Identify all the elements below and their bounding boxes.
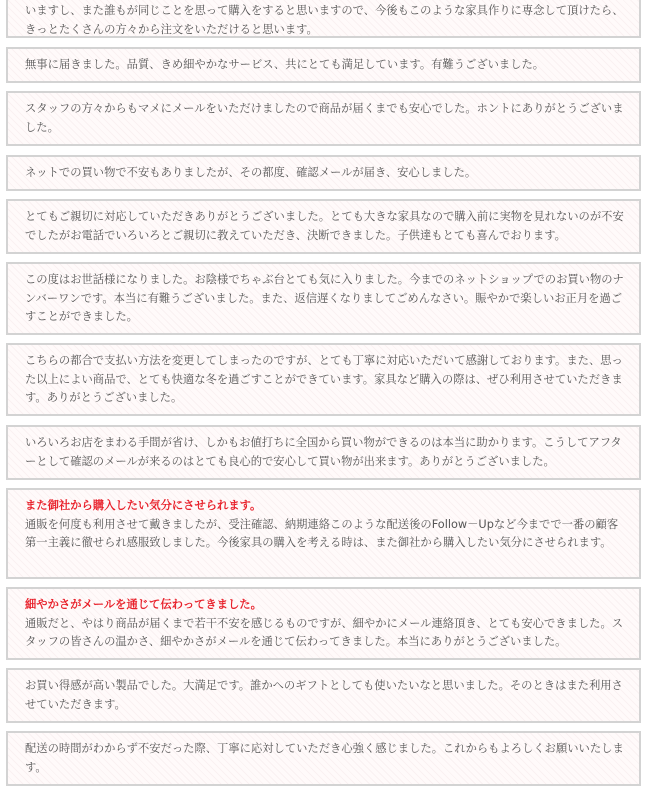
review-card (6, 262, 641, 335)
review-text: この度はお世話様になりました。お陰様でちゃぶ台とても気に入りました。今までのネットショップでのお買い物のナンバーワンです。本当に有難うございました。また、返信遅くなりましてごめんなさい。賑やかで楽しいお正月を過ごすことができました。 (25, 273, 624, 323)
review-card (6, 587, 641, 660)
review-card (6, 199, 641, 254)
review-headline: 細やかさがメールを通じて伝わってきました。 (25, 598, 262, 611)
review-card (6, 731, 641, 786)
review-text: 通販を何度も利用させて戴きましたが、受注確認、納期連絡このような配送後のFollow－Upなど今までで一番の顧客第一主義に徹せられ感服致しました。今後家具の購入を考える時は、また御社から購入したい気分にさせられます。 (25, 517, 619, 549)
review-card (6, 425, 641, 480)
review-text: いますし、また誰もが同じことを思って購入をすると思いますので、今後もこのような家具作りに専念して頂けたら、きっとたくさんの方々から注文をいただけると思います。 (25, 4, 624, 36)
review-text: お買い得感が高い製品でした。大満足です。誰かへのギフトとしても使いたいなと思いました。そのときはまた利用させていただきます。 (25, 679, 623, 711)
review-headline: また御社から購入したい気分にさせられます。 (25, 499, 262, 512)
review-text: 通販だと、やはり商品が届くまで若干不安を感じるものですが、細やかにメール連絡頂き、とても安心できました。スタッフの皆さんの温かさ、細やかさがメールを通じて伝わってきました。本当にありがとうございました。 (25, 616, 624, 648)
review-text: 配送の時間がわからず不安だった際、丁寧に応対していただき心強く感じました。これからもよろしくお願いいたします。 (25, 742, 624, 774)
review-text: いろいろお店をまわる手間が省け、しかもお値打ちに全国から買い物ができるのは本当に助かります。こうしてアフターとして確認のメールが来るのはとても良心的で安心して買い物が出来ます。ありがとうございました。 (25, 436, 622, 468)
review-text: ネットでの買い物で不安もありましたが、その都度、確認メールが届き、安心しました。 (25, 166, 477, 179)
review-text: こちらの都合で支払い方法を変更してしまったのですが、とても丁寧に対応いただいて感謝しております。また、思った以上によい商品で、とても快適な冬を過ごすことができています。家具など購入の際は、ぜひ利用させていただきます。ありがとうございました。 (25, 354, 623, 404)
review-card (6, 488, 641, 579)
review-card (6, 343, 641, 416)
review-text: スタッフの方々からもマメにメールをいただけましたので商品が届くまでも安心でした。ホントにありがとうございました。 (25, 102, 624, 134)
review-text: とてもご親切に対応していただきありがとうございました。とても大きな家具なので購入前に実物を見れないのが不安でしたがお電話でいろいろとご親切に教えていただき、決断できました。子供達もとても喜んでおります。 (25, 210, 624, 242)
review-card (6, 155, 641, 191)
review-text: 無事に届きました。品質、きめ細やかなサービス、共にとても満足しています。有難うございました。 (25, 58, 545, 71)
review-card (6, 668, 641, 723)
review-card (6, 91, 641, 146)
review-card (6, 0, 641, 38)
review-card (6, 47, 641, 83)
